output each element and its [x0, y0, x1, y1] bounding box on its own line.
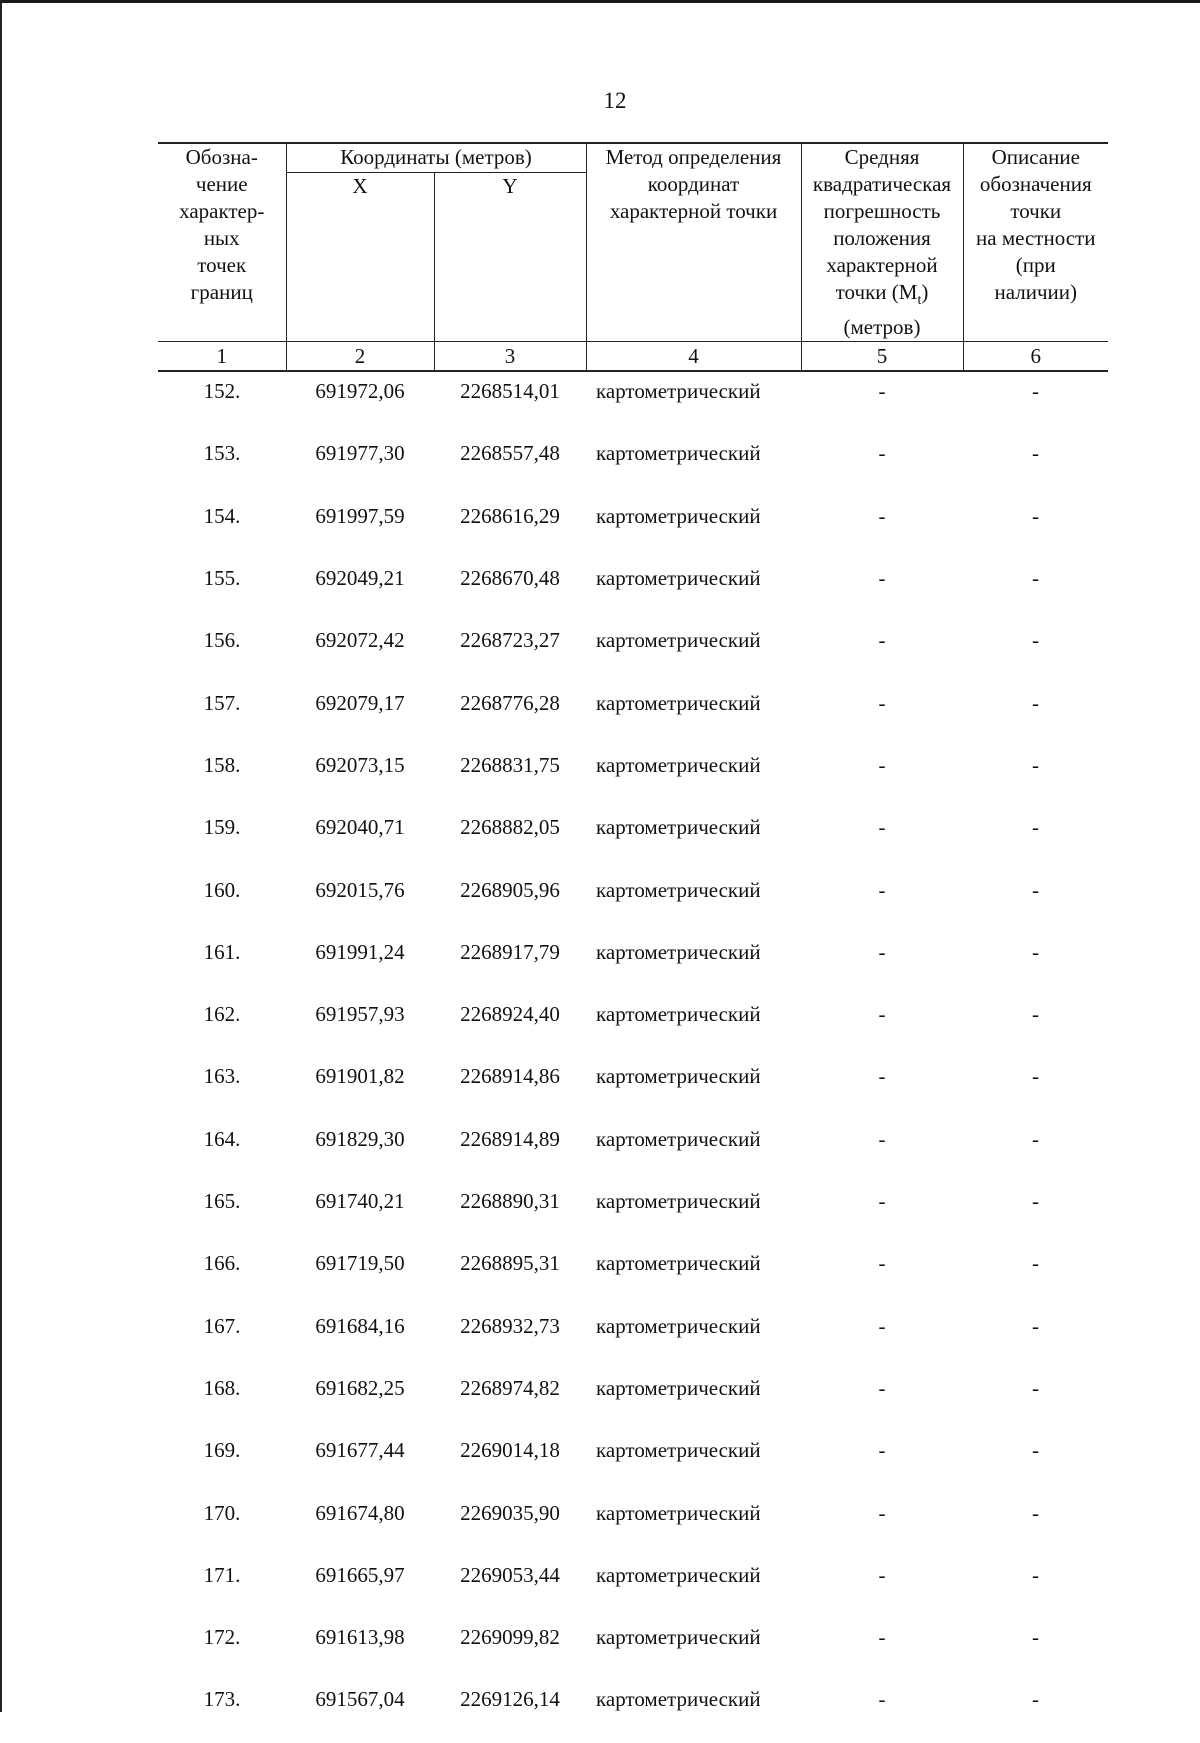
description-cell: - [1032, 1625, 1039, 1650]
method-cell: картометрический [596, 1189, 761, 1214]
table-row [158, 746, 1108, 808]
y-coordinate-cell: 2268932,73 [460, 1313, 560, 1338]
column-number: 3 [434, 342, 586, 372]
y-coordinate-cell: 2269014,18 [460, 1438, 560, 1463]
x-coordinate-cell: 691957,93 [315, 1002, 405, 1027]
y-coordinate-cell: 2269035,90 [460, 1500, 560, 1525]
x-coordinate-cell: 691991,24 [315, 939, 405, 964]
x-coordinate-cell: 692015,76 [315, 877, 405, 902]
column-number: 2 [286, 342, 434, 372]
header-x: X [286, 173, 434, 342]
table-header [158, 143, 1108, 371]
error-cell: - [878, 877, 886, 902]
error-cell: - [878, 752, 886, 777]
error-cell: - [878, 628, 886, 653]
column-number: 1 [158, 342, 286, 372]
y-coordinate-cell: 2268882,05 [460, 815, 560, 840]
table-row [158, 1431, 1108, 1493]
header-method: Метод определения координат характерной точки [586, 143, 801, 342]
error-cell: - [878, 1375, 886, 1400]
y-coordinate-cell: 2268831,75 [460, 752, 560, 777]
table-row [158, 684, 1108, 746]
method-cell: картометрический [596, 379, 761, 404]
table-row [158, 808, 1108, 870]
error-cell: - [878, 1687, 886, 1712]
column-number: 6 [963, 342, 1108, 372]
description-cell: - [1032, 1687, 1039, 1712]
method-cell: картометрический [596, 1126, 761, 1151]
table-body [158, 371, 1108, 1743]
method-cell: картометрический [596, 752, 761, 777]
point-number-cell: 170. [203, 1500, 241, 1525]
y-coordinate-cell: 2269053,44 [460, 1562, 560, 1587]
point-number-cell: 169. [203, 1438, 241, 1463]
y-coordinate-cell: 2268924,40 [460, 1002, 560, 1027]
column-number: 5 [801, 342, 963, 372]
point-number-cell: 160. [203, 877, 241, 902]
header-coordinates-group: Координаты (метров) [286, 143, 586, 173]
header-y: Y [434, 173, 586, 342]
description-cell: - [1032, 1251, 1039, 1276]
y-coordinate-cell: 2268974,82 [460, 1375, 560, 1400]
method-cell: картометрический [596, 441, 761, 466]
error-cell: - [878, 1064, 886, 1089]
point-number-cell: 163. [203, 1064, 241, 1089]
point-number-cell: 152. [203, 379, 241, 404]
error-cell: - [878, 1002, 886, 1027]
column-number: 4 [586, 342, 801, 372]
error-cell: - [878, 441, 886, 466]
description-cell: - [1032, 815, 1039, 840]
error-cell: - [878, 1189, 886, 1214]
table-row [158, 1182, 1108, 1244]
description-cell: - [1032, 379, 1039, 404]
table-row [158, 1244, 1108, 1306]
point-number-cell: 162. [203, 1002, 241, 1027]
point-number-cell: 167. [203, 1313, 241, 1338]
point-number-cell: 173. [203, 1687, 241, 1712]
y-coordinate-cell: 2269099,82 [460, 1625, 560, 1650]
y-coordinate-cell: 2268514,01 [460, 379, 560, 404]
y-coordinate-cell: 2268890,31 [460, 1189, 560, 1214]
description-cell: - [1032, 1313, 1039, 1338]
scan-edge-left [0, 0, 2, 1712]
page-number: 12 [603, 88, 627, 113]
description-cell: - [1032, 1500, 1039, 1525]
method-cell: картометрический [596, 503, 761, 528]
error-cell: - [878, 1500, 886, 1525]
error-cell: - [878, 379, 886, 404]
table-row [158, 1307, 1108, 1369]
description-cell: - [1032, 752, 1039, 777]
method-cell: картометрический [596, 1064, 761, 1089]
table-row [158, 434, 1108, 496]
x-coordinate-cell: 692049,21 [315, 566, 405, 591]
method-cell: картометрический [596, 566, 761, 591]
error-cell: - [878, 1251, 886, 1276]
point-number-cell: 166. [203, 1251, 241, 1276]
table-row [158, 1120, 1108, 1182]
scan-edge-top [0, 0, 1200, 3]
error-cell: - [878, 1625, 886, 1650]
y-coordinate-cell: 2268905,96 [460, 877, 560, 902]
header-point-designation: Обозна- чение характер- ных точек границ [158, 143, 286, 342]
table-row [158, 621, 1108, 683]
x-coordinate-cell: 691674,80 [315, 1500, 405, 1525]
x-coordinate-cell: 692079,17 [315, 690, 405, 715]
description-cell: - [1032, 939, 1039, 964]
table-row [158, 559, 1108, 621]
y-coordinate-cell: 2268670,48 [460, 566, 560, 591]
error-cell: - [878, 503, 886, 528]
method-cell: картометрический [596, 939, 761, 964]
table-row [158, 871, 1108, 933]
point-number-cell: 165. [203, 1189, 241, 1214]
x-coordinate-cell: 691682,25 [315, 1375, 405, 1400]
point-number-cell: 161. [203, 939, 241, 964]
point-number-cell: 164. [203, 1126, 241, 1151]
x-coordinate-cell: 691997,59 [315, 503, 405, 528]
method-cell: картометрический [596, 1500, 761, 1525]
table-row [158, 497, 1108, 559]
x-coordinate-cell: 691977,30 [315, 441, 405, 466]
x-coordinate-cell: 691901,82 [315, 1064, 405, 1089]
method-cell: картометрический [596, 1002, 761, 1027]
table-row [158, 1494, 1108, 1556]
error-cell: - [878, 566, 886, 591]
error-cell: - [878, 939, 886, 964]
x-coordinate-cell: 691613,98 [315, 1625, 405, 1650]
description-cell: - [1032, 1126, 1039, 1151]
y-coordinate-cell: 2268557,48 [460, 441, 560, 466]
y-coordinate-cell: 2268723,27 [460, 628, 560, 653]
method-cell: картометрический [596, 1375, 761, 1400]
point-number-cell: 153. [203, 441, 241, 466]
method-cell: картометрический [596, 877, 761, 902]
y-coordinate-cell: 2268914,89 [460, 1126, 560, 1151]
table-row [158, 371, 1108, 434]
error-cell: - [878, 1313, 886, 1338]
x-coordinate-cell: 691677,44 [315, 1438, 405, 1463]
x-coordinate-cell: 691740,21 [315, 1189, 405, 1214]
x-coordinate-cell: 692073,15 [315, 752, 405, 777]
x-coordinate-cell: 691829,30 [315, 1126, 405, 1151]
coordinates-table-wrapper [158, 142, 1108, 1743]
x-coordinate-cell: 692040,71 [315, 815, 405, 840]
header-mean-square-error: Средняя квадратическая погрешность положения характерной точки $(M_t)$ (метров) [801, 143, 963, 342]
description-cell: - [1032, 877, 1039, 902]
description-cell: - [1032, 503, 1039, 528]
method-cell: картометрический [596, 1687, 761, 1712]
description-cell: - [1032, 441, 1039, 466]
point-number-cell: 155. [203, 566, 241, 591]
x-coordinate-cell: 691567,04 [315, 1687, 405, 1712]
error-cell: - [878, 815, 886, 840]
error-cell: - [878, 1126, 886, 1151]
point-number-cell: 158. [203, 752, 241, 777]
description-cell: - [1032, 1438, 1039, 1463]
description-cell: - [1032, 566, 1039, 591]
method-cell: картометрический [596, 1562, 761, 1587]
description-cell: - [1032, 1002, 1039, 1027]
description-cell: - [1032, 1189, 1039, 1214]
y-coordinate-cell: 2268914,86 [460, 1064, 560, 1089]
y-coordinate-cell: 2269126,14 [460, 1687, 560, 1712]
coordinates-table [158, 142, 1108, 1743]
point-number-cell: 154. [203, 503, 241, 528]
y-coordinate-cell: 2268917,79 [460, 939, 560, 964]
point-number-cell: 172. [203, 1625, 241, 1650]
y-coordinate-cell: 2268895,31 [460, 1251, 560, 1276]
point-number-cell: 171. [203, 1562, 241, 1587]
method-cell: картометрический [596, 1313, 761, 1338]
error-cell: - [878, 690, 886, 715]
column-numbers-row [158, 342, 1108, 372]
method-cell: картометрический [596, 1438, 761, 1463]
description-cell: - [1032, 690, 1039, 715]
table-row [158, 995, 1108, 1057]
point-number-cell: 159. [203, 815, 241, 840]
error-cell: - [878, 1562, 886, 1587]
point-number-cell: 168. [203, 1375, 241, 1400]
description-cell: - [1032, 1064, 1039, 1089]
description-cell: - [1032, 628, 1039, 653]
method-cell: картометрический [596, 1251, 761, 1276]
method-cell: картометрический [596, 690, 761, 715]
point-number-cell: 157. [203, 690, 241, 715]
y-coordinate-cell: 2268776,28 [460, 690, 560, 715]
method-cell: картометрический [596, 628, 761, 653]
method-cell: картометрический [596, 815, 761, 840]
table-row [158, 1369, 1108, 1431]
error-cell: - [878, 1438, 886, 1463]
description-cell: - [1032, 1562, 1039, 1587]
x-coordinate-cell: 691665,97 [315, 1562, 405, 1587]
table-row [158, 1618, 1108, 1680]
method-cell: картометрический [596, 1625, 761, 1650]
description-cell: - [1032, 1375, 1039, 1400]
table-row [158, 1057, 1108, 1119]
x-coordinate-cell: 691719,50 [315, 1251, 405, 1276]
y-coordinate-cell: 2268616,29 [460, 503, 560, 528]
header-point-description: Описание обозначения точки на местности (при наличии) [963, 143, 1108, 342]
point-number-cell: 156. [203, 628, 241, 653]
x-coordinate-cell: 691684,16 [315, 1313, 405, 1338]
table-row [158, 933, 1108, 995]
x-coordinate-cell: 692072,42 [315, 628, 405, 653]
x-coordinate-cell: 691972,06 [315, 379, 405, 404]
table-row [158, 1556, 1108, 1618]
